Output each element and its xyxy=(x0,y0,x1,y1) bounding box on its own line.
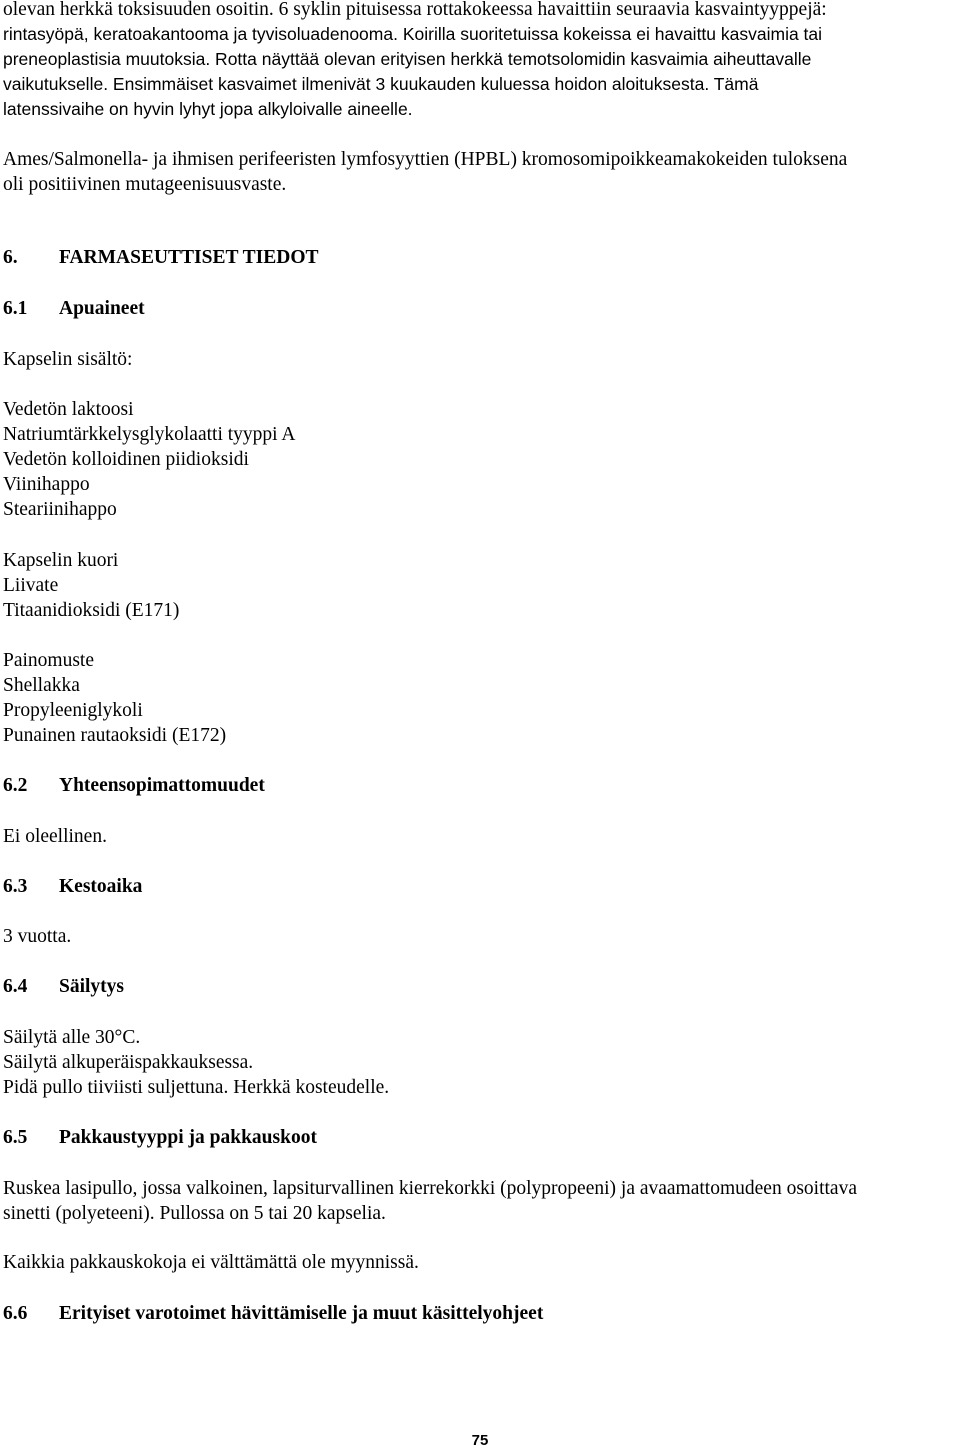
section-title: Säilytys xyxy=(59,976,125,997)
section-title: Erityiset varotoimet hävittämiselle ja muut käsittelyohjeet xyxy=(59,1303,544,1324)
section-number: 6.5 xyxy=(3,1127,28,1148)
section-title: FARMASEUTTISET TIEDOT xyxy=(59,247,319,268)
packaging-line: sinetti (polyeteeni). Pullossa on 5 tai 20 kapselia. xyxy=(3,1203,386,1224)
excipient-item: Viinihappo xyxy=(3,474,90,495)
section-title: Apuaineet xyxy=(59,298,145,319)
section-text: Ei oleellinen. xyxy=(3,826,107,847)
page-number: 75 xyxy=(471,1432,489,1449)
section-6-3-heading xyxy=(3,875,142,899)
section-6-2-heading xyxy=(3,774,265,798)
intro-line: latenssivaihe on hyvin lyhyt jopa alkyloivalle aineelle. xyxy=(3,99,413,119)
section-number: 6.6 xyxy=(3,1303,28,1324)
packaging-line: Ruskea lasipullo, jossa valkoinen, lapsiturvallinen kierrekorkki (polypropeeni) ja avaamattomudeen osoittava xyxy=(3,1178,857,1199)
excipient-item: Vedetön kolloidinen piidioksidi xyxy=(3,449,249,470)
section-text: 3 vuotta. xyxy=(3,926,72,947)
storage-line: Säilytä alkuperäispakkauksessa. xyxy=(3,1052,254,1073)
ames-line: oli positiivinen mutageenisuusvaste. xyxy=(3,174,287,195)
excipient-item: Vedetön laktoosi xyxy=(3,399,134,420)
section-6-heading xyxy=(3,246,319,270)
intro-line: preneoplastisia muutoksia. Rotta näyttää olevan erityisen herkkä temotsolomidin kasvaimia aiheuttavalle xyxy=(3,49,812,69)
intro-line: olevan herkkä toksisuuden osoitin. 6 syklin pituisessa rottakokeessa havaittiin seuraavia kasvaintyyppejä: xyxy=(3,0,827,20)
capsule-shell-item: Liivate xyxy=(3,575,59,596)
intro-line: vaikutukselle. Ensimmäiset kasvaimet ilmenivät 3 kuukauden kuluessa hoidon aloituksesta. Tämä xyxy=(3,74,759,94)
section-6-4-heading xyxy=(3,975,124,999)
excipient-item: Steariinihappo xyxy=(3,499,117,520)
ink-item: Propyleeniglykoli xyxy=(3,700,143,721)
section-number: 6.1 xyxy=(3,298,28,319)
storage-line: Pidä pullo tiiviisti suljettuna. Herkkä kosteudelle. xyxy=(3,1077,390,1098)
excipient-item: Natriumtärkkelysglykolaatti tyyppi A xyxy=(3,424,296,445)
ink-item: Punainen rautaoksidi (E172) xyxy=(3,725,227,746)
section-title: Pakkaustyyppi ja pakkauskoot xyxy=(59,1127,317,1148)
section-title: Kestoaika xyxy=(59,876,143,897)
ink-item: Shellakka xyxy=(3,675,80,696)
packaging-line: Kaikkia pakkauskokoja ei välttämättä ole myynnissä. xyxy=(3,1252,419,1273)
section-6-6-heading xyxy=(3,1302,543,1326)
capsule-shell-item: Titaanidioksidi (E171) xyxy=(3,600,180,621)
section-6-1-heading xyxy=(3,297,145,321)
section-number: 6.4 xyxy=(3,976,28,997)
section-number: 6. xyxy=(3,247,18,268)
section-title: Yhteensopimattomuudet xyxy=(59,775,265,796)
section-number: 6.2 xyxy=(3,775,28,796)
intro-line: rintasyöpä, keratoakantooma ja tyvisoluadenooma. Koirilla suoritetuissa kokeissa ei havaittu kasvaimia tai xyxy=(3,24,823,44)
ink-item: Painomuste xyxy=(3,650,94,671)
storage-line: Säilytä alle 30°C. xyxy=(3,1027,141,1048)
capsule-content-label: Kapselin sisältö: xyxy=(3,349,133,370)
section-number: 6.3 xyxy=(3,876,28,897)
capsule-shell-item: Kapselin kuori xyxy=(3,550,119,571)
section-6-5-heading xyxy=(3,1126,317,1150)
ames-line: Ames/Salmonella- ja ihmisen perifeeristen lymfosyyttien (HPBL) kromosomipoikkeamakokeiden tuloksena xyxy=(3,149,848,170)
